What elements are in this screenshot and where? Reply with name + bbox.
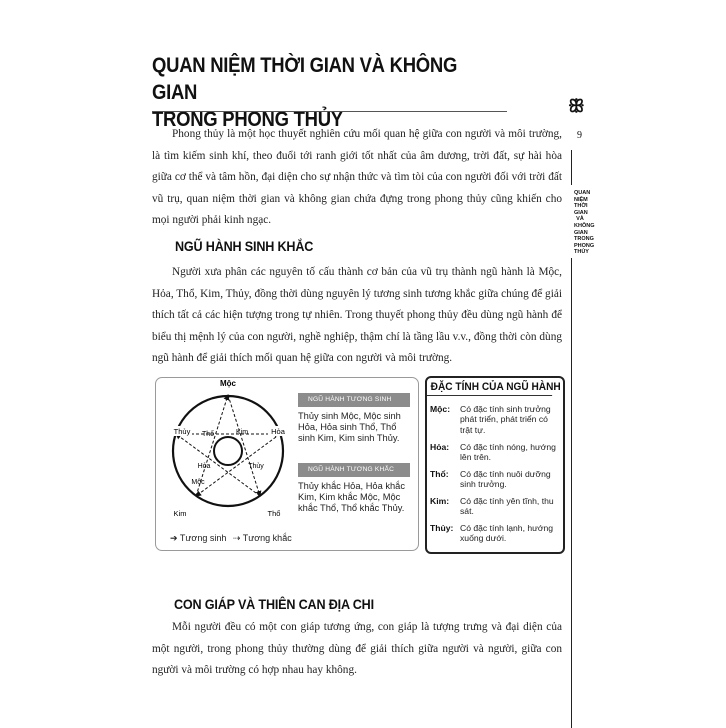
inner-label-kim: Kim [235, 429, 249, 436]
property-desc: Có đặc tính yên tĩnh, thu sát. [460, 496, 554, 517]
outer-label-hoa: Hỏa [271, 427, 285, 436]
outer-label-tho: Thổ [267, 509, 281, 518]
inner-label-tho: Thổ [201, 431, 215, 438]
sidebar-label-line: THỜI [574, 203, 588, 210]
property-item [430, 469, 560, 490]
overcoming-text: Thủy khắc Hỏa, Hỏa khắc Kim, Kim khắc Mộc, Mộc khắc Thổ, Thổ khắc Thủy. [298, 481, 405, 513]
property-term: Mộc: [430, 404, 451, 414]
outer-label-thuy: Thủy [173, 427, 191, 436]
page-title [152, 52, 469, 133]
section1-paragraph: Người xưa phân các nguyên tố cấu thành cơ bản của vũ trụ thành ngũ hành là Mộc, Hỏa, Thổ, Kim, Thủy, đồng thời dùng nguyên lý tương sinh tương khắc giữa chúng để giải thích tất cả các hiện tượng trong tự nhiên. Trong thuyết phong thủy đều dùng ngũ hành để biểu thị mệnh lý của con người, nghề nghiệp, thậm chí là tầng lầu v.v., đồng thời còn dùng ngũ hành để giải thích mối quan hệ giữa con người và môi trường. [152, 266, 562, 365]
sidebar-label-line: TRONG [574, 236, 594, 243]
sidebar-chapter-label [574, 190, 595, 256]
sidebar-label-line: NIỆM [574, 196, 588, 203]
sidebar-label-line: VÀ [576, 216, 584, 223]
generating-label: NGŨ HÀNH TƯƠNG SINH [298, 393, 410, 407]
page-title-line-1: QUAN NIỆM THỜI GIAN VÀ KHÔNG GIAN [152, 54, 458, 104]
title-underline [152, 111, 507, 112]
property-desc: Có đặc tính nuôi dưỡng sinh trưởng. [460, 469, 551, 490]
inner-label-hoa: Hỏa [197, 463, 211, 470]
property-term: Thổ: [430, 469, 449, 479]
chapter-logo-icon: ꕥ [568, 96, 585, 117]
sidebar-label-line: GIAN [574, 229, 588, 236]
overcoming-arrow [228, 395, 260, 496]
property-desc: Có đặc tính lạnh, hướng xuống dưới. [460, 523, 554, 544]
property-item [430, 404, 560, 435]
outer-label-kim: Kim [173, 509, 187, 518]
section2-paragraph: Mỗi người đều có một con giáp tương ứng, con giáp là tượng trưng và đại diện của một người, trong phong thủy thường dùng để giải thích giữa người và người, giữa con người và môi trường có hợp nhau hay không. [152, 621, 562, 677]
inner-cycle-circle [214, 437, 242, 465]
sidebar-label-line: THỦY [574, 249, 589, 256]
five-elements-cycle-diagram [158, 378, 298, 528]
solid-arrow-icon: ➔ [170, 533, 178, 543]
overcoming-panel [298, 463, 410, 514]
sidebar-label-line: PHONG [574, 242, 595, 249]
generating-panel [298, 393, 410, 444]
legend-overcoming: Tương khắc [242, 533, 292, 543]
sidebar-rule-top [571, 150, 572, 185]
element-properties-box [425, 376, 565, 554]
property-desc: Có đặc tính nóng, hướng lên trên. [460, 442, 556, 463]
overcoming-label: NGŨ HÀNH TƯƠNG KHẮC [298, 463, 410, 477]
inner-label-moc: Mộc [191, 479, 205, 486]
intro-paragraph: Phong thủy là một học thuyết nghiên cứu mối quan hệ giữa con người và môi trường, là tìm kiếm sinh khí, theo đuổi tới ranh giới tốt nhất của âm dương, trời đất, sự hài hòa giữa cơ thể và tâm hồn, đại diện cho sự nhận thức và tìm tòi của con người đối với trời đất vũ trụ, quan niệm thời gian và không gian chứa đựng trong phong thủy cũng khiến cho mọi người phải kinh ngạc. [152, 128, 562, 227]
dashed-arrow-icon: ⇢ [232, 533, 241, 543]
property-term: Thủy: [430, 523, 454, 533]
inner-label-thuy: Thủy [248, 463, 264, 470]
section-heading-con-giap: CON GIÁP VÀ THIÊN CAN ĐỊA CHI [174, 596, 374, 612]
sidebar-rule-bottom [571, 258, 572, 728]
generating-text: Thủy sinh Mộc, Mộc sinh Hỏa, Hỏa sinh Thổ, Thổ sinh Kim, Kim sinh Thủy. [298, 411, 401, 443]
property-item [430, 442, 560, 463]
property-desc: Có đặc tính sinh trưởng phát triển, phát triển có trật tự. [460, 404, 551, 435]
sidebar-label-line: GIAN [574, 209, 588, 216]
properties-title: ĐẶC TÍNH CỦA NGŨ HÀNH [427, 378, 552, 396]
sidebar-label-line: KHÔNG [574, 222, 595, 229]
sidebar-label-line: QUAN [574, 190, 591, 196]
page-title-line-2: TRONG PHONG THỦY [152, 108, 343, 131]
section-heading-ngu-hanh: NGŨ HÀNH SINH KHẮC [175, 238, 314, 254]
legend-generating: Tương sinh [179, 533, 227, 543]
property-term: Kim: [430, 496, 450, 506]
property-item [430, 496, 560, 517]
diagram-legend [170, 533, 292, 544]
page-number: 9 [577, 130, 582, 141]
generating-cycle-circle [173, 396, 283, 506]
property-item [430, 523, 560, 544]
property-term: Hỏa: [430, 442, 450, 452]
outer-label-moc: Mộc [220, 379, 236, 388]
